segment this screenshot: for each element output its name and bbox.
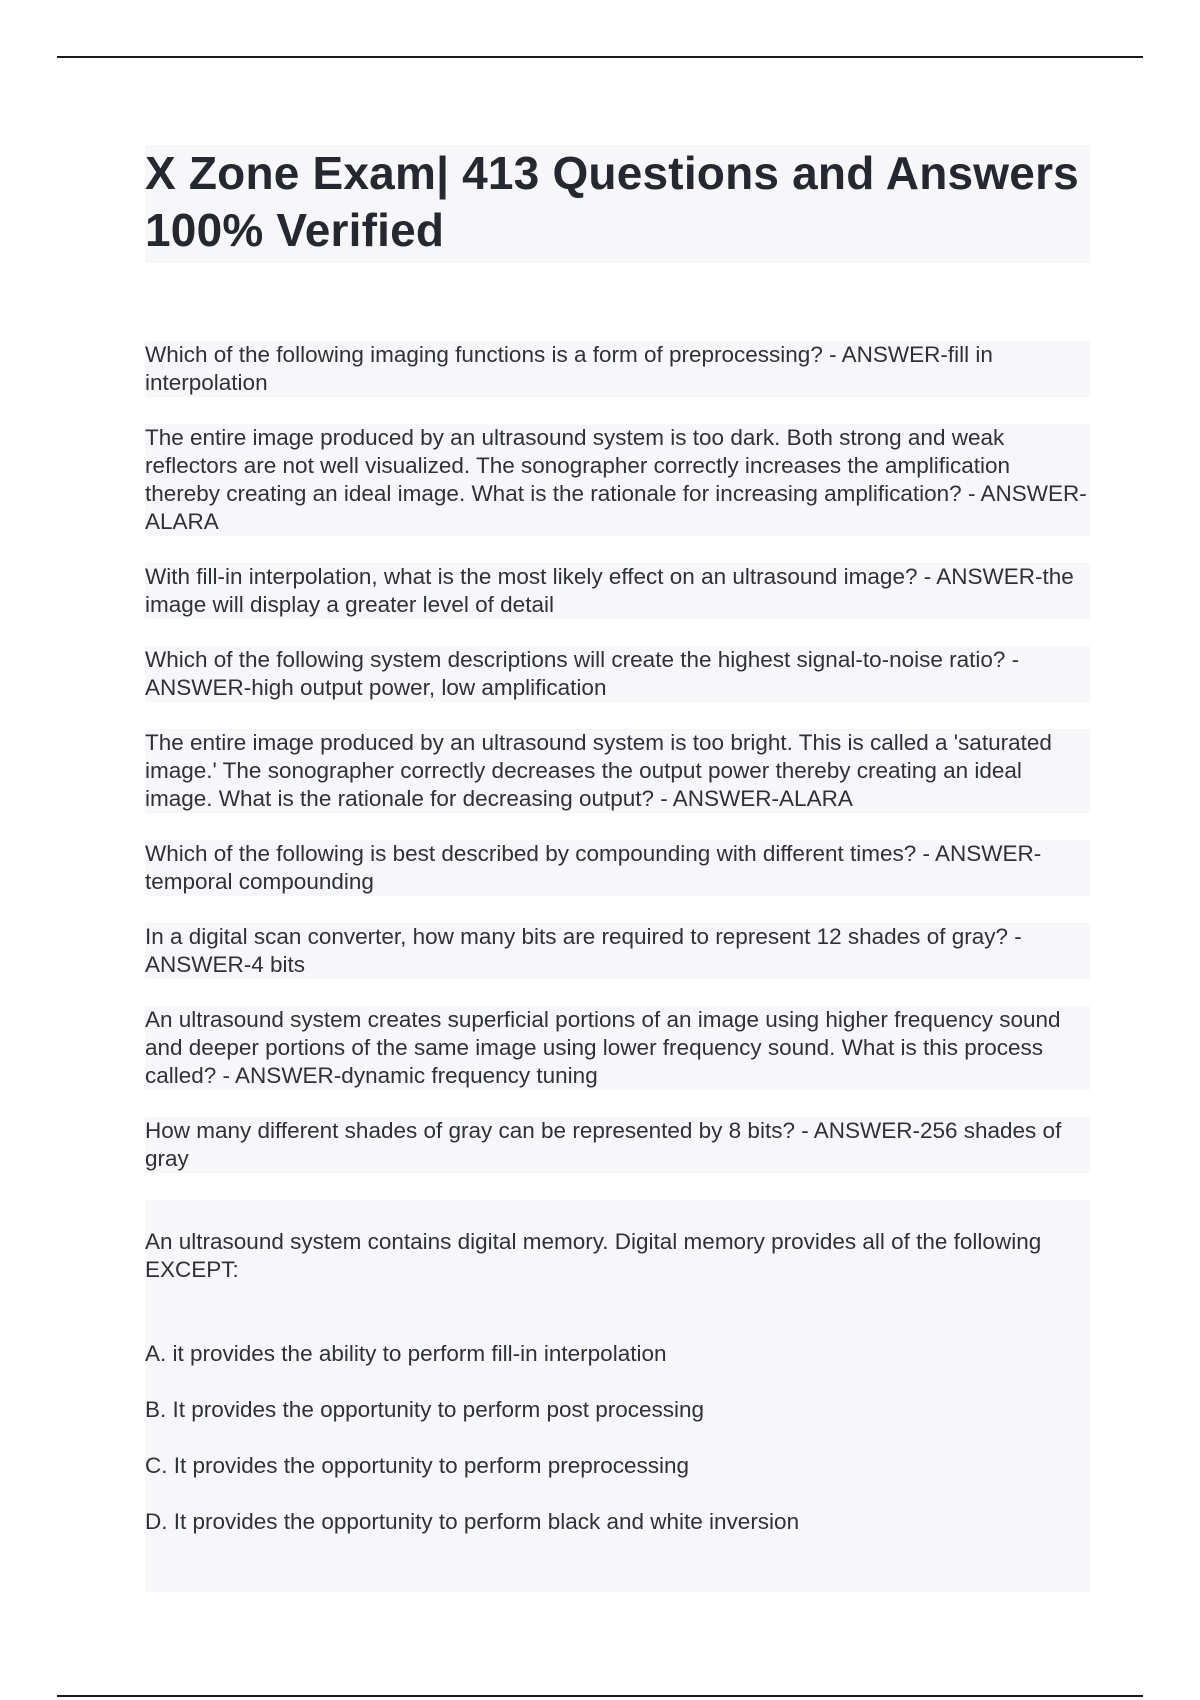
top-rule — [57, 56, 1143, 58]
qa-item: Which of the following system descriptions will create the highest signal-to-noise ratio? - ANSWER-high output power, low amplification — [145, 646, 1090, 702]
answer-options — [145, 1312, 1090, 1564]
qa-item: Which of the following imaging functions is a form of preprocessing? - ANSWER-fill in interpolation — [145, 341, 1090, 397]
document-body — [145, 145, 1090, 1619]
qa-item: An ultrasound system creates superficial portions of an image using higher frequency sound and deeper portions of the same image using lower frequency sound. What is this process called? - ANSWER-dynamic frequency tuning — [145, 1006, 1090, 1090]
title-block — [145, 145, 1090, 263]
qa-item: The entire image produced by an ultrasound system is too dark. Both strong and weak reflectors are not well visualized. The sonographer correctly increases the amplification thereby creating an ideal image. What is the rationale for increasing amplification? - ANSWER-ALARA — [145, 424, 1090, 536]
qa-item: The entire image produced by an ultrasound system is too bright. This is called a 'saturated image.' The sonographer correctly decreases the output power thereby creating an ideal image. What is the rationale for decreasing output? - ANSWER-ALARA — [145, 729, 1090, 813]
qa-item: How many different shades of gray can be represented by 8 bits? - ANSWER-256 shades of gray — [145, 1117, 1090, 1173]
qa-item: With fill-in interpolation, what is the most likely effect on an ultrasound image? - ANSWER-the image will display a greater level of detail — [145, 563, 1090, 619]
document-title: X Zone Exam| 413 Questions and Answers 100% Verified — [145, 147, 1079, 256]
option-d: D. It provides the opportunity to perform black and white inversion — [145, 1509, 800, 1534]
qa-item: In a digital scan converter, how many bits are required to represent 12 shades of gray? - ANSWER-4 bits — [145, 923, 1090, 979]
option-b: B. It provides the opportunity to perform post processing — [145, 1397, 705, 1422]
option-a: A. it provides the ability to perform fill-in interpolation — [145, 1341, 667, 1366]
option-c: C. It provides the opportunity to perform preprocessing — [145, 1453, 690, 1478]
qa-item: Which of the following is best described by compounding with different times? - ANSWER-temporal compounding — [145, 840, 1090, 896]
bottom-rule — [57, 1695, 1143, 1697]
question-stem: An ultrasound system contains digital memory. Digital memory provides all of the following EXCEPT: — [145, 1229, 1042, 1282]
multiple-choice-question — [145, 1200, 1090, 1592]
